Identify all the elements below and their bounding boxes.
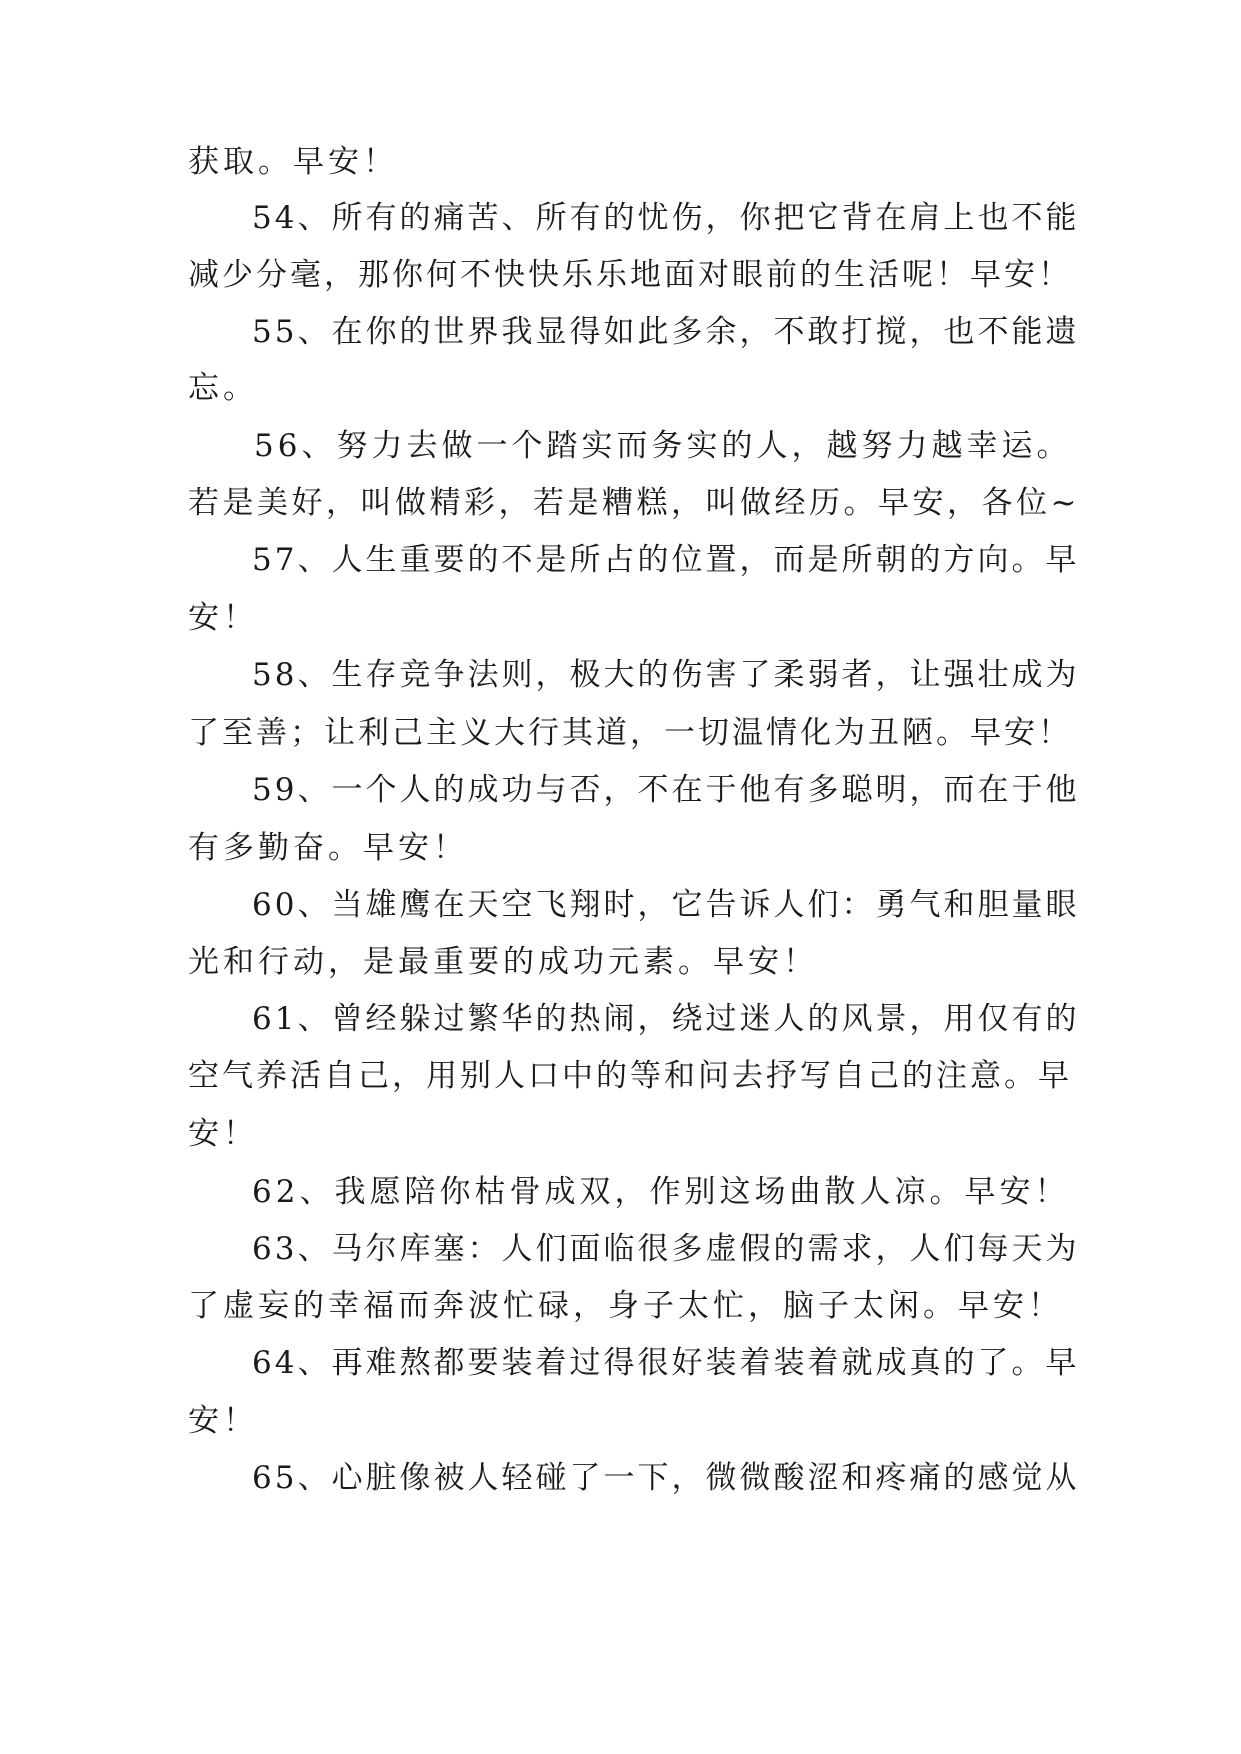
text-line: 60、当雄鹰在天空飞翔时，它告诉人们：勇气和胆量眼 [252, 887, 1080, 923]
text-line: 55、在你的世界我显得如此多余，不敢打搅，也不能遗 [252, 314, 1080, 350]
text-line: 安！ [188, 1116, 258, 1152]
text-line: 减少分毫，那你何不快快乐乐地面对眼前的生活呢！早安！ [188, 257, 1072, 293]
text-line: 安！ [188, 600, 258, 636]
text-line: 了虚妄的幸福而奔波忙碌，身子太忙，脑子太闲。早安！ [188, 1288, 1063, 1324]
text-line: 65、心脏像被人轻碰了一下，微微酸涩和疼痛的感觉从 [252, 1460, 1080, 1496]
text-line: 62、我愿陪你枯骨成双，作别这场曲散人凉。早安！ [252, 1174, 1070, 1210]
text-line: 了至善；让利己主义大行其道，一切温情化为丑陋。早安！ [188, 715, 1072, 751]
text-line: 空气养活自己，用别人口中的等和问去抒写自己的注意。早 [188, 1058, 1072, 1094]
text-line: 64、再难熬都要装着过得很好装着装着就成真的了。早 [252, 1345, 1080, 1381]
text-line: 若是美好，叫做精彩，若是糟糕，叫做经历。早安，各位~ [188, 485, 1080, 521]
text-line: 58、生存竞争法则，极大的伤害了柔弱者，让强壮成为 [252, 657, 1080, 693]
text-line: 61、曾经躲过繁华的热闹，绕过迷人的风景，用仅有的 [252, 1001, 1080, 1037]
text-line: 56、努力去做一个踏实而务实的人，越努力越幸运。 [254, 428, 1072, 464]
text-line: 光和行动，是最重要的成功元素。早安！ [188, 944, 818, 980]
text-line: 有多勤奋。早安！ [188, 830, 468, 866]
text-line: 63、马尔库塞：人们面临很多虚假的需求，人们每天为 [252, 1231, 1080, 1267]
text-line: 59、一个人的成功与否，不在于他有多聪明，而在于他 [252, 772, 1080, 808]
text-line: 获取。早安！ [188, 144, 398, 180]
text-line: 57、人生重要的不是所占的位置，而是所朝的方向。早 [252, 542, 1080, 578]
text-line: 54、所有的痛苦、所有的忧伤，你把它背在肩上也不能 [252, 200, 1080, 236]
text-line: 安！ [188, 1403, 258, 1439]
text-line: 忘。 [188, 370, 258, 406]
